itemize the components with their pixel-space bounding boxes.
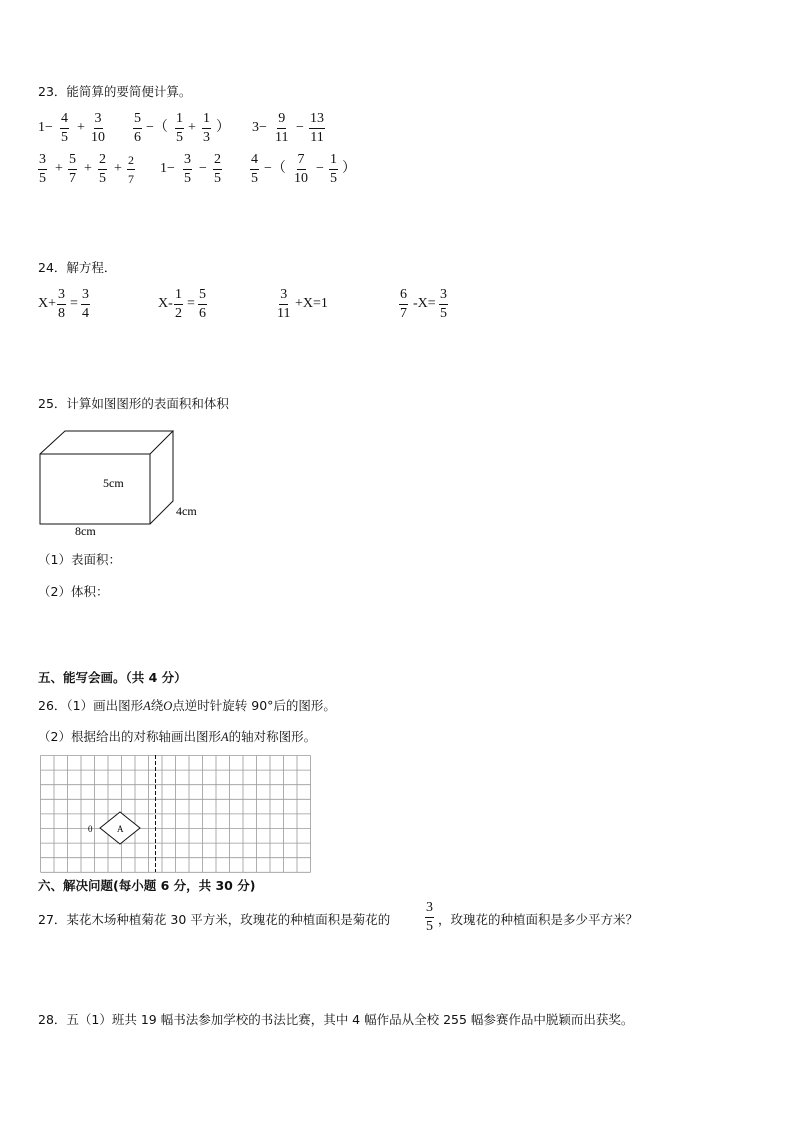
- fraction: $\frac{5}{6}$: [134, 111, 141, 145]
- section-5-heading: 五、能写会画。（共 4 分）: [38, 670, 187, 685]
- q25-title: 25．计算如图图形的表面积和体积: [38, 396, 229, 411]
- fraction: $\frac{6}{7}$: [400, 287, 407, 321]
- fraction: $\frac{4}{5}$: [251, 152, 258, 186]
- fraction: $\frac{1}{5}$: [176, 111, 183, 145]
- fraction: $\frac{9}{11}$: [275, 111, 289, 145]
- fraction: $\frac{1}{5}$: [330, 152, 337, 186]
- q25-volume-label: （2）体积：: [38, 584, 109, 599]
- fraction: $\frac{2}{5}$: [99, 152, 106, 186]
- fraction: $\frac{5}{6}$: [199, 287, 206, 321]
- fraction: $\frac{1}{2}$: [175, 287, 182, 321]
- section-6-heading: 六、解决问题(每小题 6 分，共 30 分): [38, 878, 256, 893]
- q23-title: 23．能简算的要简便计算。: [38, 84, 192, 99]
- q26-part2: （2）根据给出的对称轴画出图形A的轴对称图形。: [38, 729, 317, 744]
- fraction: $\frac{5}{7}$: [69, 152, 76, 186]
- fraction: $\frac{3}{5}$: [184, 152, 191, 186]
- q26-part1: 26．（1）画出图形A绕O点逆时针旋转 90°后的图形。: [38, 698, 336, 713]
- cuboid-figure: [30, 425, 220, 540]
- length-label: 8cm: [75, 524, 96, 538]
- fraction: $\frac{3}{11}$: [277, 287, 291, 321]
- fraction: $\frac{2}{5}$: [214, 152, 221, 186]
- cuboid-side-face: [150, 431, 173, 524]
- height-label: 5cm: [103, 476, 124, 490]
- shape-a-label: A: [117, 824, 124, 834]
- q27-text-b: ，玫瑰花的种植面积是多少平方米？: [438, 912, 639, 927]
- width-label: 4cm: [176, 504, 197, 518]
- fraction: $\frac{2}{7}$: [128, 153, 134, 186]
- point-o-label: 0: [88, 824, 93, 834]
- q28-text: 28．五（1）班共 19 幅书法参加学校的书法比赛，其中 4 幅作品从全校 255 幅参赛作品中脱颖而出获奖。: [38, 1012, 634, 1027]
- fraction: $\frac{3}{5}$: [440, 287, 447, 321]
- q25-surface-area-label: （1）表面积：: [38, 552, 121, 567]
- fraction: $\frac{1}{3}$: [203, 111, 210, 145]
- cuboid-front-face: [40, 454, 150, 524]
- fraction: $\frac{3}{8}$: [58, 287, 65, 321]
- fraction: $\frac{13}{11}$: [310, 111, 324, 145]
- grid-figure: [40, 755, 314, 875]
- q24-title: 24．解方程．: [38, 260, 117, 275]
- cuboid-top-face: [40, 431, 173, 454]
- fraction: $\frac{3}{4}$: [82, 287, 89, 321]
- fraction: $\frac{3}{10}$: [91, 111, 105, 145]
- q27-text-a: 27．某花木场种植菊花 30 平方米，玫瑰花的种植面积是菊花的: [38, 912, 391, 927]
- fraction: $\frac{3}{5}$: [39, 152, 46, 186]
- fraction: $\frac{7}{10}$: [294, 152, 308, 186]
- q27-fraction: $\frac{3}{5}$: [426, 900, 433, 934]
- fraction: $\frac{4}{5}$: [61, 111, 68, 145]
